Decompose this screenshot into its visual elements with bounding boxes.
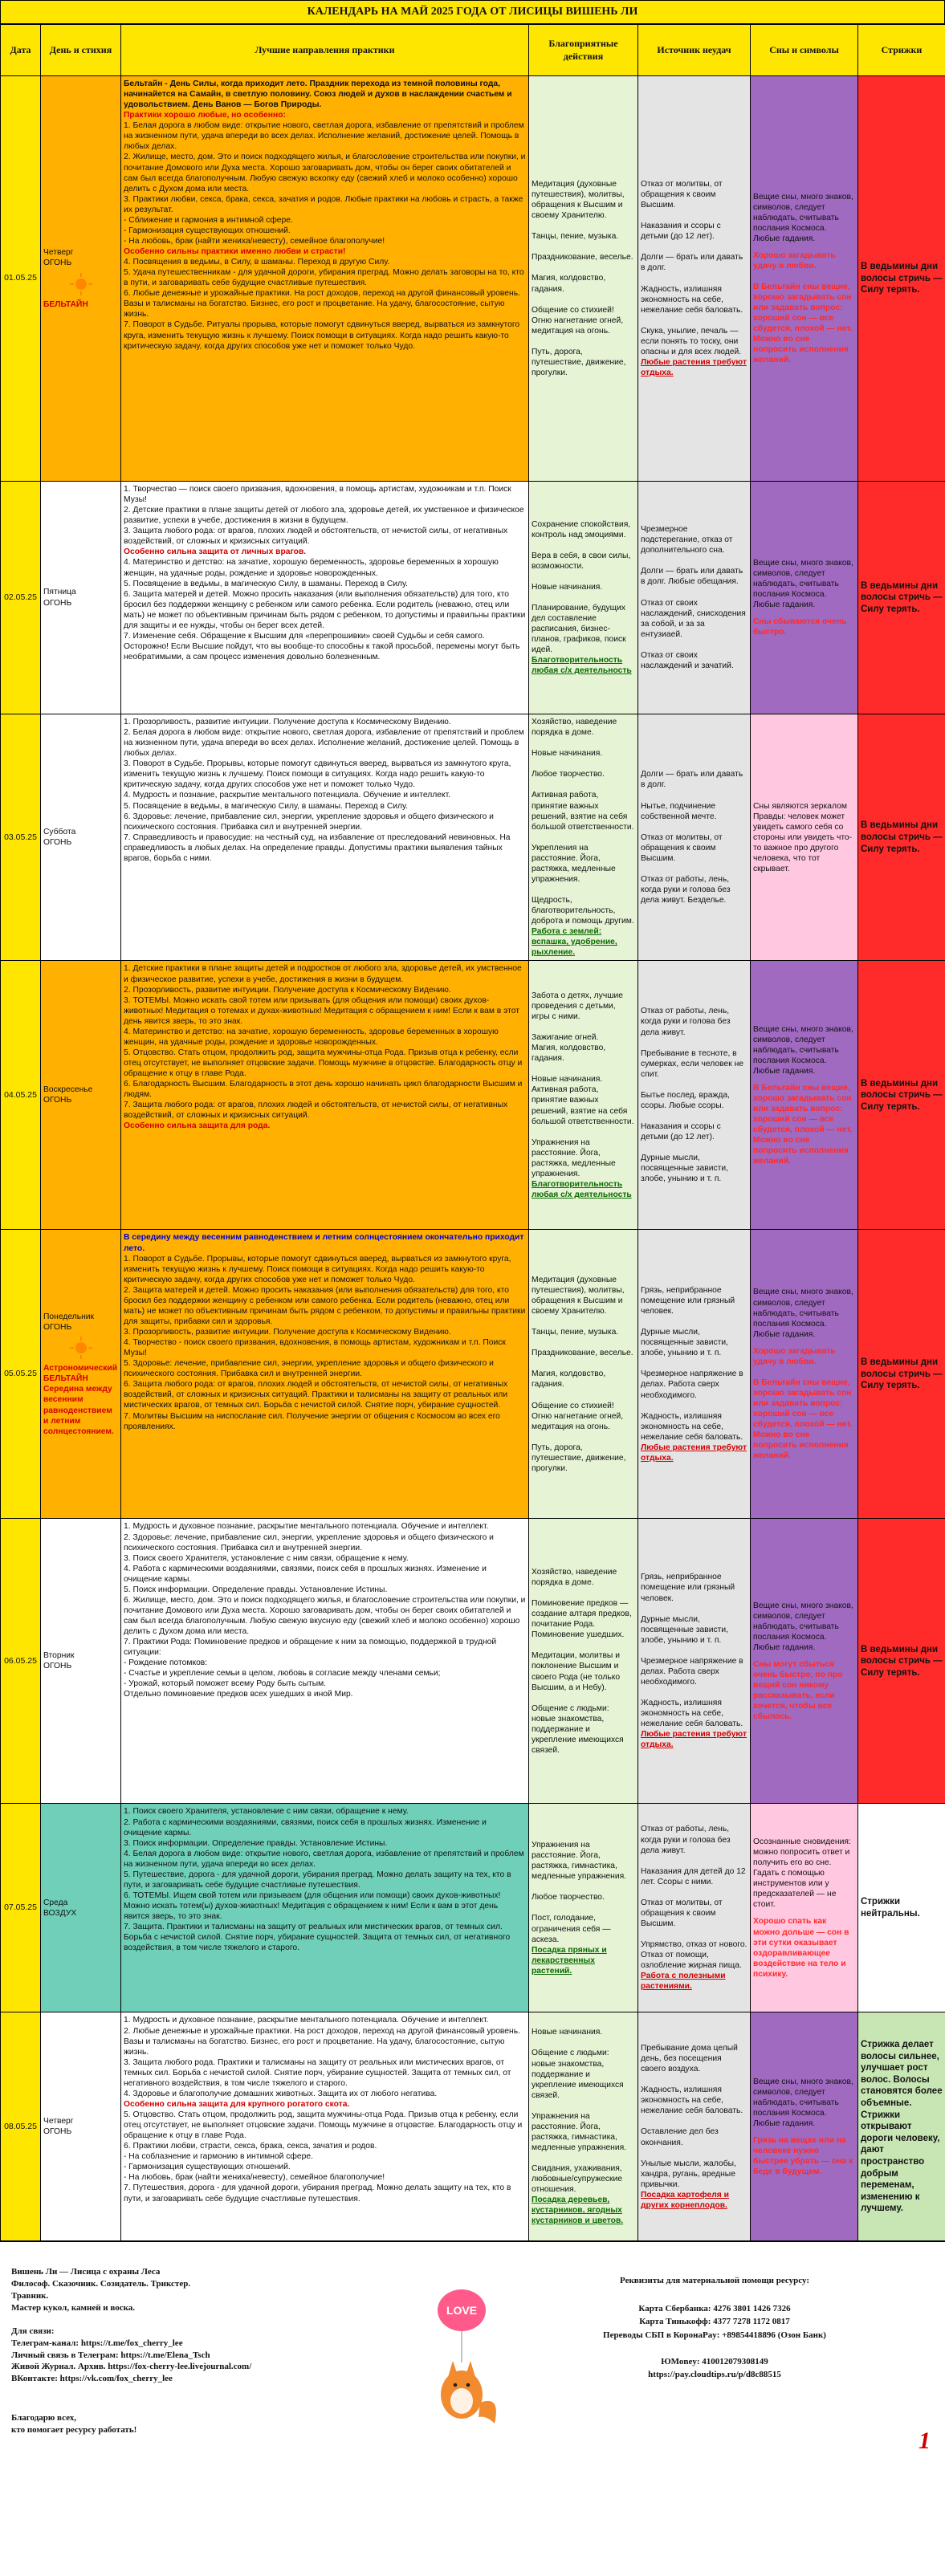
practice-item: 5. Посвящение в ведьмы, в магическую Силу, в шаманы. Переход в Силу. — [124, 801, 408, 811]
practices-cell — [121, 1804, 529, 2012]
header-date: Дата — [1, 25, 41, 76]
practice-item: 6. Защита любого рода: от врагов, плохих людей и обстоятельств, от нечистой силы, от негативных воздействий, от сложных и кризисных ситуаций. Практики и талисманы на защиту от реальных или мистических врагов, от темных сил. Борьба с нечистой силой. Снятие порч, убирание сущностей. — [124, 1380, 508, 1410]
day-cell — [41, 76, 121, 482]
practice-item: 2. Белая дорога в любом виде: открытие нового, светлая дорога, избавление от препятствий и проблем на жизненном пути, удача впереди во всех делах. Исполнение желаний, достижение целей. Помощь в любых делах. — [124, 728, 524, 759]
day-name: Воскресенье — [43, 1085, 93, 1095]
author-line: Философ. Сказочник. Созидатель. Трикстер. — [11, 2279, 191, 2289]
practice-item: 6. ТОТЕМЫ. Ищем свой тотем или призываем (для общения или помощи) своих духов-животных! Можно искать тотем(ы) духов-животных! Медитация с обращением к ним! Если к вам в этот день явится зверь, то это знак. — [124, 1890, 501, 1922]
author-line: Мастер кукол, камней и воска. — [11, 2302, 136, 2313]
table-row — [1, 961, 945, 1230]
requisite-tinkoff: Карта Тинькофф: 4377 7278 1172 0817 — [639, 2317, 790, 2327]
good-actions-text: Забота о детях, лучшие проведения с детьми, игры с ними. Зажигание огней. Магия, колдовство, гадания. Новые начинания. Активная работа, принятие важных решений, взятие на себя большой ответственности. Упражнения на расстояние. Йога, растяжка, медленные упражнения. — [532, 991, 634, 1178]
good-actions-cell — [529, 961, 638, 1230]
bad-sources-cell — [638, 714, 751, 961]
good-actions-cell — [529, 482, 638, 714]
dreams-highlight: В Бельтайн сны вещие, хорошо загадывать сон или задавать вопрос: хороший сон — все сбудется, плохой — нет. Можно во сне попросить исполнения желаний. — [753, 1083, 853, 1166]
day-name: Суббота — [43, 828, 76, 837]
bad-sources-cell — [638, 1519, 751, 1804]
practice-item: - Рождение потомков: — [124, 1658, 208, 1668]
practice-highlight: Особенно сильна защита для крупного рогатого скота. — [124, 2099, 350, 2109]
bad-sources-cell — [638, 76, 751, 482]
day-cell — [41, 2012, 121, 2241]
fox-love-illustration — [418, 2274, 506, 2435]
dreams-text: Осознанные сновидения: можно попросить ответ и получить его во сне. Гадать с помощью инструментов или у предсказателей — не стоит. — [753, 1837, 851, 1910]
practice-item: 4. Материнство и детство: на зачатие, хорошую беременность, здоровье беременных в хорошую женщин, на удачные роды, рождение и здоровье новорожденных. — [124, 1027, 499, 1047]
dreams-text: Вещие сны, много знаков, символов, следует наблюдать, считывать послания Космоса. Любые гадания. — [753, 558, 853, 610]
practice-item: 1. Белая дорога в любом виде: открытие нового, светлая дорога, избавление от препятствий и проблем на жизненном пути, удача впереди во всех делах. Исполнение желаний, достижение целей. Помощь в любых делах. — [124, 121, 524, 152]
practice-item: - Счастье и укрепление семьи в целом, любовь в согласие между членами семьи; — [124, 1669, 441, 1679]
practice-item: 3. Защита любого рода. Практики и талисманы на защиту от реальных или мистических врагов, от темных сил. Борьба с нечистой силой. Снятие порч, убирание сущностей. Защита от темных сил, от негативного воздействия, в том числе тяжелого и старого. — [124, 2057, 511, 2088]
header-bad: Источник неудач — [638, 25, 751, 76]
bad-sources-text: Грязь, неприбранное помещение или грязный человек. Дурные мысли, посвященные зависти, злобе, унынию и т. п. Чрезмерное напряжение в делах. Работа сверх необходимого. Жадность, излишняя экономность на себе, нежелание себя баловать. — [641, 1285, 743, 1442]
dreams-text: Вещие сны, много знаков, символов, следует наблюдать, считывать послания Космоса. Любые гадания. — [753, 1601, 853, 1652]
day-extra: Астрономический БЕЛЬТАЙН Середина между весенним равноденствием и летним солнцестоянием. — [43, 1364, 118, 1436]
practice-intro: Бельтайн - День Силы, когда приходит лето. Праздник перехода из темной половины года, начинайется на Самайн, в светлую половину. Союз людей и духов в наслаждении счастьем и удовольствием. День Ванов — Богов Природы. — [124, 79, 512, 110]
good-actions-garden: Благотворительность любая с/х деятельность — [532, 656, 632, 676]
dreams-highlight: Сны могут сбыться очень быстро, по про вещий сон никому рассказывать, если хочется, чтобы все сбылось. — [753, 1659, 843, 1722]
day-name: Среда — [43, 1898, 68, 1907]
practices-cell — [121, 2012, 529, 2241]
practice-item: 5. Путешествие, дорога - для удачной дороги, убирания преград. Можно делать защиту на тех, кто в пути, и заговаривать себе будущие счастливые путешествия. — [124, 1870, 511, 1890]
requisites-block — [514, 2274, 915, 2382]
practice-item: 3. Прозорливость, развитие интуиции. Получение доступа к Космическому Видению. — [124, 1328, 451, 1337]
practice-item: 5. Поиск информации. Определение правды. Установление Истины. — [124, 1585, 388, 1594]
practice-item: 4. Посвящения в ведьмы, в Силу, в шаманы. Переход в другую Силу. — [124, 258, 390, 267]
good-actions-text: Хозяйство, наведение порядка в доме. Новые начинания. Любое творчество. Активная работа, принятие важных решений, взятие на себя большой ответственности. Укрепления на расстояние. Йога, растяжка, медленные упражнения. Щедрость, благотворительность, доброта и помощь другим. — [532, 718, 634, 926]
element-name: ОГОНЬ — [43, 1096, 72, 1105]
good-actions-cell — [529, 714, 638, 961]
practice-item: - Гармонизация существующих отношений. — [124, 226, 291, 235]
practice-item: 4. Работа с кармическими воздаяниями, связями, поиск себя в прошлых жизнях. Изменение и очищение кармы. — [124, 1564, 487, 1584]
practices-cell — [121, 961, 529, 1230]
practice-item: 4. Мудрость и познание, раскрытие ментального потенциала. Обучение и интеллект. — [124, 791, 451, 800]
practice-item: 3. Поиск информации. Определение правды. Установление Истины. — [124, 1838, 388, 1848]
header-practices: Лучшие направления практики — [121, 25, 529, 76]
contact-telegram-personal[interactable]: Личный связь в Телеграм: https://t.me/Elena_Tsch — [11, 2350, 210, 2360]
practices-cell — [121, 1230, 529, 1519]
header-day: День и стихия — [41, 25, 121, 76]
date-cell: 03.05.25 — [1, 714, 41, 961]
good-actions-garden: Посадка пряных и лекарственных растений. — [532, 1945, 607, 1976]
date-cell: 02.05.25 — [1, 482, 41, 714]
day-cell — [41, 714, 121, 961]
practices-cell — [121, 76, 529, 482]
day-cell — [41, 961, 121, 1230]
author-line: Травник. — [11, 2291, 49, 2301]
table-row — [1, 1519, 945, 1804]
practice-subhead: Практики хорошо любые, но особенно: — [124, 111, 286, 120]
practice-item: - Гармонизация существующих отношений. — [124, 2163, 291, 2172]
day-name: Пятница — [43, 588, 76, 597]
requisite-cloudtips[interactable]: https://pay.cloudtips.ru/p/d8c88515 — [648, 2370, 781, 2380]
practices-cell — [121, 482, 529, 714]
element-name: ВОЗДУХ — [43, 1908, 77, 1918]
bad-sources-garden: Работа с полезными растениями. — [641, 1972, 726, 1992]
element-name: ОГОНЬ — [43, 838, 72, 848]
haircut-cell: В ведьмины дни волосы стричь — Силу терять. — [858, 1230, 945, 1519]
practice-item: 5. Здоровье: лечение, прибавление сил, энергии, укрепление здоровья и общего физического и психического состояния. Прибавка сил и внутренней энергии. — [124, 1359, 494, 1379]
bad-sources-cell — [638, 961, 751, 1230]
dreams-cell — [751, 714, 858, 961]
practice-highlight: Особенно сильна защита от личных врагов. — [124, 547, 307, 557]
practice-item: 1. Мудрость и духовное познание, раскрытие ментального потенциала. Обучение и интеллект. — [124, 2016, 489, 2025]
bad-sources-text: Отказ от работы, лень, когда руки и голова без дела живут. Наказания для детей до 12 лет. Ссоры с ними. Отказ от молитвы, от обращения к своим Высшим. Упрямство, отказ от нового. Отказ от помощи, озлобление жирная пища. — [641, 1825, 747, 1971]
bad-sources-text: Грязь, неприбранное помещение или грязный человек. Дурные мысли, посвященные зависти, злобе, унынию и т. п. Чрезмерное напряжение в делах. Работа сверх необходимого. Жадность, излишняя экономность на себе, нежелание себя баловать. — [641, 1573, 743, 1729]
author-line: Вишень Ли — Лисица с охраны Леса — [11, 2267, 161, 2277]
practice-item: 2. Работа с кармическими воздаяниями, связями, поиск себя в прошлых жизнях. Изменение и очищение кармы. — [124, 1817, 487, 1837]
practices-cell — [121, 714, 529, 961]
requisite-yoomoney: ЮМоney: 410012079308149 — [661, 2356, 768, 2366]
requisites-title: Реквизиты для материальной помощи ресурсу: — [620, 2276, 809, 2286]
practice-item: 3. ТОТЕМЫ. Можно искать свой тотем или призывать (для общения или помощи) своих духов-животных! Медитация о тотемах и духах-животных! Медитация с обращением к ним! Если к вам в этот день явится зверь, то это знак. — [124, 995, 519, 1026]
footer — [0, 2241, 945, 2461]
day-extra: БЕЛЬТАЙН — [43, 299, 88, 309]
practice-item: 2. Защита матерей и детей. Можно просить наказания (или выполнения обязательств) для того, кто бросил без поддержки женщину с ребенком или самого ребенка. Если родитель (неважно, отец или мать) не может по объективным причинам быть рядом с ребенком, то допустимы и правильны практики для защиты, прибавки сил и здоровья. — [124, 1285, 526, 1326]
day-cell — [41, 482, 121, 714]
practice-item: 7. Изменение себя. Обращение к Высшим для «перепрошивки» своей Судьбы и себя самого. Осторожно! Если Высшие пойдут, что вы вообще-то способны к такой просьбой, перемены могут быть необратимыми, а сам процесс изменения довольно болезненным. — [124, 631, 520, 661]
practice-item: 7. Практики Рода: Поминовение предков и обращение к ним за помощью, поддержкой в трудной ситуации: — [124, 1638, 497, 1658]
dreams-cell — [751, 1804, 858, 2012]
practice-item: 5. Отцовство. Стать отцом, продолжить род, защита мужчины-отца Рода. Призыв отца к ребенку, если отец отсутствует, не выполняет отцовские задачи. Помощь мужчине в отцовстве. Благодарность отцу и обращение к отцу в главе Рода. — [124, 1048, 523, 1079]
haircut-cell: В ведьмины дни волосы стричь — Силу терять. — [858, 482, 945, 714]
haircut-cell: Стрижка делает волосы сильнее, улучшает рост волос. Волосы становятся более объемные. Стрижки открывают дороги человеку, дают пространство добрым переменам, изменению к лучшему. — [858, 2012, 945, 2241]
practice-item: 6. Благодарность Высшим. Благодарность в этот день хорошо начинать цикл благодарности Высшим и людям. — [124, 1080, 523, 1100]
table-row — [1, 482, 945, 714]
bad-sources-cell — [638, 1804, 751, 2012]
good-actions-cell — [529, 2012, 638, 2241]
thanks-line: кто помогает ресурсу работать! — [11, 2424, 137, 2435]
day-name: Четверг — [43, 248, 74, 258]
sun-symbol-icon — [43, 1335, 118, 1361]
haircut-cell: В ведьмины дни волосы стричь — Силу терять. — [858, 961, 945, 1230]
practice-item: 4. Белая дорога в любом виде: открытие нового, светлая дорога, избавление от препятствий и проблем на жизненном пути, удача впереди во всех делах. — [124, 1849, 524, 1869]
practice-item: 3. Защита любого рода: от врагов, плохих людей и обстоятельств, от нечистой силы, от негативных воздействий, от сложных и кризисных ситуаций. — [124, 527, 508, 547]
element-name: ОГОНЬ — [43, 1662, 72, 1671]
day-name: Вторник — [43, 1651, 75, 1661]
table-row — [1, 1804, 945, 2012]
dreams-highlight: Сны сбываются очень быстро. — [753, 617, 847, 637]
practice-item: 5. Удача путешественникам - для удачной дороги, убирания преград. Можно делать заговоры на то, кто в пути, и заговаривать себе будущие счастливые путешествия. — [124, 268, 524, 288]
sun-symbol-icon — [43, 271, 118, 297]
haircut-cell: В ведьмины дни волосы стричь — Силу терять. — [858, 76, 945, 482]
practice-item: 3. Поворот в Судьбе. Прорывы, которые помогут сдвинуться вверед, вырваться из замкнутого круга, изменить текущую жизнь к лучшему. Поиск помощи в ситуациях. Когда надо решить какую-то критическую задачу, когда других способов уже нет и поможет только Чудо. — [124, 759, 511, 790]
practice-item: 6. Здоровье: лечение, прибавление сил, энергии, укрепление здоровья и общего физического и психического состояния. Прибавка сил и внутренней энергии. — [124, 812, 494, 832]
dreams-highlight: Хорошо загадывать удачу в любви. В Бельтайн сны вещие, хорошо загадывать сон или задавать вопрос: хороший сон — все сбудется, плохой — нет. Можно во сне попросить исполнения желаний. — [753, 250, 853, 365]
date-cell: 07.05.25 — [1, 1804, 41, 2012]
practice-item: 4. Творчество - поиск своего призвания, вдохновения, в помощь артистам, художникам и т.п. Поиск Музы! — [124, 1338, 506, 1358]
bad-sources-text: Пребывание дома целый день, без посещения своего воздуха. Жадность, излишняя экономность на себе, нежелание себя баловать. Оставление дел без окончания. Унылые мысли, жалобы, хандра, ругань, вредные привычки. — [641, 2043, 743, 2189]
good-actions-text: Сохранение спокойствия, контроль над эмоциями. Вера в себя, в свои силы, возможности. Новые начинания. Планирование, будущих дел составление расписания, бизнес-планов, графиков, поиск идей. — [532, 519, 631, 655]
bad-sources-text: Отказ от работы, лень, когда руки и голова без дела живут. Пребывание в тесноте, в сумерках, если человек не спит. Бытье послед, вражда, ссоры. Любые ссоры. Наказания и ссоры с детьми (до 12 лет). Дурные мысли, посвященные зависти, злобе, унынию и т. п. — [641, 1007, 743, 1184]
good-actions-text: Медитация (духовные путешествия), молитвы, обращения к Высшим и своему Хранителю. Танцы, пение, музыка. Праздникование, веселье. Магия, колдовство, гадания. Общение со стихией! Огню нагнетание огней, медитация на огонь. Путь, дорога, путешествие, движение, прогулки. — [532, 1275, 633, 1473]
good-actions-text: Хозяйство, наведение порядка в доме. Поминовение предков — создание алтаря предков, почитание Рода. Поминовение ушедших. Медитации, молитвы и поклонение Высшим и своего Рода (не только Высшим, а и Небу). Общение с людьми: новые знакомства, поддержание и укрепление имеющихся связей. — [532, 1567, 632, 1755]
dreams-cell — [751, 961, 858, 1230]
bad-sources-text: Отказ от молитвы, от обращения к своим Высшим. Наказания и ссоры с детьми (до 12 лет). Долги — брать или давать в долг. Жадность, излишняя экономность на себе, нежелание себя баловать. Скука, унылие, печаль — если понять то тоску, они опасны и для всех людей. — [641, 179, 743, 356]
dreams-highlight: Хорошо загадывать удачу в любви. В Бельтайн сны вещие, хорошо загадывать сон или задавать вопрос: хороший сон — все сбудется, плохой — нет. Можно во сне попросить исполнения желаний. — [753, 1346, 853, 1461]
bad-sources-garden: Любые растения требуют отдыха. — [641, 1443, 747, 1463]
bad-sources-cell — [638, 2012, 751, 2241]
practice-item: 4. Здоровье и благополучие домашних животных. Защита их от любого негатива. — [124, 2089, 438, 2098]
bad-sources-text: Чрезмерное подстерегание, отказ от дополнительного сна. Долги — брать или давать в долг. Любые обещания. Отказ от своих наслаждений, снисходения за собой, и за за ентузиаей. Отказ от своих наслаждений и зачатий. — [641, 525, 746, 670]
day-name: Четверг — [43, 2117, 74, 2126]
table-row — [1, 2012, 945, 2241]
header-hair: Стрижки — [858, 25, 945, 76]
dreams-text: Вещие сны, много знаков, символов, следует наблюдать, считывать послания Космоса. Любые гадания. — [753, 2077, 853, 2128]
requisite-gap — [514, 2342, 915, 2355]
good-actions-cell — [529, 1230, 638, 1519]
dreams-text: Сны являются зеркалом Правды: человек может увидеть самого себя со стороны или увидеть что-то важное про другого человека, что тот скрывает. — [753, 801, 853, 873]
table-row — [1, 714, 945, 961]
dreams-text: Вещие сны, много знаков, символов, следует наблюдать, считывать послания Космоса. Любые гадания. — [753, 1288, 853, 1339]
practice-item: 2. Детские практики в плане защиты детей от любого зла, здоровье детей, их умственное и физическое развитие, успехи в учебе, достижения в жизни в будущем. — [124, 506, 524, 526]
practice-item: 5. Посвящение в ведьмы, в магическую Силу, в шаманы. Переход в Силу. — [124, 579, 408, 588]
good-actions-text: Упражнения на расстояние. Йога, растяжка, гимнастика, медленные упражнения. Любое творчество. Пост, голодание, ограничения себя — аскеза. — [532, 1841, 627, 1944]
practice-item: 7. Справедливость и правосудие: на честный суд, на избавление от преследований невиновных. На справедливость в любых делах. На определение правды. Допустимы практики выявления тайных врагов, борьба с ними. — [124, 832, 511, 863]
practice-item: 7. Защита любого рода: от врагов, плохих людей и обстоятельств, от нечистой силы, от негативных воздействий, от сложных и кризисных ситуаций. — [124, 1101, 508, 1121]
practice-item: 2. Здоровье: лечение, прибавление сил, энергии, укрепление здоровья и общего физического и психического состояния. Прибавка сил и внутренней энергии. — [124, 1532, 494, 1553]
good-actions-garden: Работа с землей: вспашка, удобрение, рыхление. — [532, 927, 617, 958]
dreams-cell — [751, 2012, 858, 2241]
practice-item: 1. Прозорливость, развитие интуиции. Получение доступа к Космическому Видению. — [124, 718, 451, 726]
date-cell: 04.05.25 — [1, 961, 41, 1230]
practice-item: 4. Материнство и детство: на зачатие, хорошую беременность, здоровье беременных в хорошую женщин, на удачные роды, рождение и здоровье новорожденных. — [124, 558, 499, 578]
practice-item: 1. Мудрость и духовное познание, раскрытие ментального потенциала. Обучение и интеллект. — [124, 1522, 489, 1532]
practice-item: 7. Защита. Практики и талисманы на защиту от реальных или мистических врагов, от темных сил. Борьба с нечистой силой. Снятие порч, убирание сущностей. Защита от темных сил, от негативного воздействия, в том числе тяжелого и старого. — [124, 1923, 511, 1953]
element-name: ОГОНЬ — [43, 1323, 72, 1333]
practice-item: 1. Творчество — поиск своего призвания, вдохновения, в помощь артистам, художникам и т.п. Поиск Музы! — [124, 485, 511, 505]
practice-item: 6. Любые денежные и урожайные практики. На рост доходов, переход на другой финансовый уровень. Вазы и талисманы на богатство. Бизнес, его рост и процветание. На удачу, благосостояние, сытую жизнь. — [124, 289, 520, 319]
love-heart-label: LOVE — [446, 2304, 478, 2318]
day-cell — [41, 1230, 121, 1519]
practice-item: 3. Поиск своего Хранителя, установление с ним связи, обращение к нему. — [124, 1553, 409, 1563]
practice-item: - Сближение и гармония в интимной сфере. — [124, 215, 293, 225]
practice-item: Отдельно поминовение предков всех ушедших в иной Мир. — [124, 1690, 353, 1699]
contact-vk[interactable]: ВКонтакте: https://vk.com/fox_cherry_lee — [11, 2374, 173, 2384]
header-dreams: Сны и символы — [751, 25, 858, 76]
practice-item: 2. Любые денежные и урожайные практики. На рост доходов, переход на другой финансовый уровень. Вазы и талисманы на богатство. Бизнес, его рост и процветание. На удачу, благосостояние, сытую жизнь. — [124, 2026, 520, 2057]
bad-sources-garden: Любые растения требуют отдыха. — [641, 1730, 747, 1750]
thanks-line: Благодарю всех, — [11, 2413, 77, 2423]
dreams-cell — [751, 1230, 858, 1519]
practice-item: - На любовь, брак (найти жениха/невесту), семейное благополучие! — [124, 236, 385, 246]
good-actions-text: Новые начинания. Общение с людьми: новые знакомства, поддержание и укрепление имеющихся связей. Упражнения на расстояние. Йога, растяжка, гимнастика, медленные упражнения. Свидания, ухаживания, любовные/супружеские отношения. — [532, 2028, 627, 2195]
day-cell — [41, 1519, 121, 1804]
practice-highlight: Особенно сильны практики именно любви и страсти! — [124, 247, 346, 256]
practice-item: 7. Поворот в Судьбе. Ритуалы прорыва, которые помогут сдвинуться вверед, вырваться из замкнутого круга, изменить текущую жизнь к лучшему. Поиск помощи в ситуациях. Когда надо решить какую-то критическую задачу, когда другиx способов уже нет и поможет только Чудо. — [124, 320, 520, 351]
practice-item: 6. Жилище, место, дом. Это и поиск подходящего жилья, и благословение строительства или покупки, и почитание Домового или Духа места. Хорошо заговаривать дом, чтобы он берег своих обитателей и сам был всегда благополучным. Любую свежую вкусную еду (свежий хлеб и молоко особенно) хорошо делить с Духом дома или места. — [124, 1595, 526, 1637]
dreams-text: Вещие сны, много знаков, символов, следует наблюдать, считывать послания Космоса. Любые гадания. — [753, 192, 853, 243]
date-cell: 08.05.25 — [1, 2012, 41, 2241]
date-cell: 01.05.25 — [1, 76, 41, 482]
contacts-title: Для связи: — [11, 2326, 55, 2336]
practice-item: 1. Поворот в Судьбе. Прорывы, которые помогут сдвинуться вверед, вырваться из замкнутого круга, изменить текущую жизнь к лучшему. Поиск помощи в ситуациях. Когда надо решить какую-то критическую задачу, когда других способов уже нет и поможет только Чудо. — [124, 1254, 511, 1284]
table-row — [1, 1230, 945, 1519]
good-actions-cell — [529, 1519, 638, 1804]
practice-item: 3. Практики любви, секса, брака, секса, зачатия и родов. Любые практики на любовь и страсть, а также их результат. — [124, 194, 523, 214]
practice-item: 1. Детские практики в плане защиты детей и подростков от любого зла, здоровье детей, их умственное и физическое развитие, успехи в учебе, достижения в жизни в будущем. — [124, 964, 522, 984]
good-actions-text: Медитация (духовные путешествия), молитвы, обращения к Высшим и своему Хранителю. Танцы, пение, музыка. Праздникование, веселье. Магия, колдовство, гадания. Общение со стихией! Огню нагнетание огней, медитация на огонь. Путь, дорога, путешествие, движение, прогулки. — [532, 179, 633, 378]
haircut-cell: В ведьмины дни волосы стричь — Силу терять. — [858, 714, 945, 961]
haircut-cell: Стрижки нейтральны. — [858, 1804, 945, 2012]
good-actions-cell — [529, 1804, 638, 2012]
haircut-cell: В ведьмины дни волосы стричь — Силу терять. — [858, 1519, 945, 1804]
page-number: 1 — [919, 2427, 931, 2455]
practice-item: 6. Защита матерей и детей. Можно просить наказания (или выполнения обязательств) для того, кто бросил без поддержки женщину с ребенком или самого ребенка. Если родитель (неважно, отец или мать) не может по объективным причинам быть рядом с ребенком, то допустимы и правильны практики для защиты и ее нужды, чтобы он берег всех детей. — [124, 589, 526, 630]
dreams-cell — [751, 482, 858, 714]
header-row — [1, 25, 945, 76]
practices-cell — [121, 1519, 529, 1804]
dreams-text: Вещие сны, много знаков, символов, следует наблюдать, считывать послания Космоса. Любые гадания. — [753, 1024, 853, 1076]
practice-highlight: Особенно сильна защита для рода. — [124, 1121, 271, 1131]
dreams-highlight: Хорошо спать как можно дольше — сон в эти сутки оказывает оздоравливающее воздействие на тело и психику. — [753, 1917, 849, 1979]
requisite-sber: Карта Сбербанка: 4276 3801 1426 7326 — [638, 2303, 791, 2314]
day-cell — [41, 1804, 121, 2012]
good-actions-cell — [529, 76, 638, 482]
requisite-sbp: Переводы СБП в КоронаPay: +89854418896 (Озон Банк) — [603, 2330, 826, 2340]
element-name: ОГОНЬ — [43, 598, 72, 608]
practice-item: 6. Практики любви, страсти, секса, брака, секса, зачатия и родов. — [124, 2142, 377, 2151]
good-actions-garden: Благотворительность любая с/х деятельность — [532, 1179, 632, 1199]
practice-item: - Урожай, который поможет всему Роду быть сытым. — [124, 1679, 327, 1689]
bad-sources-garden: Посадка картофеля и других корнеплодов. — [641, 2190, 729, 2210]
element-name: ОГОНЬ — [43, 2127, 72, 2137]
practice-item: 2. Жилище, место, дом. Это и поиск подходящего жилья, и благословение строительства или покупки, и почитание Домового или Духа места. Хорошо заговаривать дом, чтобы он берег своих обитателей и сам был всегда благополучным. Любую свежую вскопку еду (свежий хлеб и молоко особенно) хорошо делить с Духом дома или места. — [124, 153, 526, 193]
author-block — [11, 2266, 316, 2436]
practice-item: 2. Прозорливость, развитие интуиции. Получение доступа к Космическому Видению. — [124, 985, 451, 995]
day-name: Понедельник — [43, 1312, 95, 1322]
bad-sources-cell — [638, 1230, 751, 1519]
contact-livejournal[interactable]: Живой Журнал. Архив. https://fox-cherry-lee.livejournal.com/ — [11, 2362, 252, 2372]
date-cell: 05.05.25 — [1, 1230, 41, 1519]
page-title: КАЛЕНДАРЬ НА МАЙ 2025 ГОДА ОТ ЛИСИЦЫ ВИШЕНЬ ЛИ — [0, 0, 945, 24]
contact-telegram-channel[interactable]: Телеграм-канал: https://t.me/fox_cherry_lee — [11, 2338, 183, 2348]
practice-item: - На соблазнение и гармонию в интимной сфере. — [124, 2152, 313, 2162]
date-cell: 06.05.25 — [1, 1519, 41, 1804]
bad-sources-text: Долги — брать или давать в долг. Нытье, подчинение собственной мечте. Отказ от молитвы, от обращения к своим Высшим. Отказ от работы, лень, когда руки и голова без дела живут. Безделье. — [641, 770, 743, 905]
bad-sources-cell — [638, 482, 751, 714]
practice-intro: В середину между весенним равноденствием и летним солнцестоянием окончательно приходит лето. — [124, 1233, 524, 1253]
dreams-cell — [751, 1519, 858, 1804]
dreams-highlight: Грязь на вещах или на человеке нужно быстрее убрать — она к беде в будущем. — [753, 2135, 853, 2177]
header-good: Благоприятные действия — [529, 25, 638, 76]
bad-sources-garden: Любые растения требуют отдыха. — [641, 357, 747, 378]
calendar-table — [0, 24, 945, 2241]
element-name: ОГОНЬ — [43, 258, 72, 268]
table-row — [1, 76, 945, 482]
good-actions-garden: Посадка деревьев, кустарников, ягодных кустарников и цветов. — [532, 2196, 624, 2226]
practice-item: 5. Отцовство. Стать отцом, продолжить род, защита мужчины-отца Рода. Призыв отца к ребенку, если отец отсутствует, не выполняет отцовские задачи. Помощь мужчине в отцовстве. Благодарность отцу и обращение к отцу в главе Рода. — [124, 2110, 523, 2141]
dreams-cell — [751, 76, 858, 482]
practice-item: 7. Молитвы Высшим на ниспослание сил. Получение энергии от общения с Космосом во всех его проявлениях. — [124, 1411, 500, 1431]
practice-item: - На любовь, брак (найти жениха/невесту), семейное благополучие! — [124, 2173, 385, 2183]
practice-item: 1. Поиск своего Хранителя, установление с ним связи, обращение к нему. — [124, 1807, 409, 1817]
practice-item: 7. Путешествия, дорога - для удачной дороги, убирания преград. Можно делать защиту на тех, кто в пути, и заговаривать себе будущие счастливые путешествия. — [124, 2183, 511, 2204]
